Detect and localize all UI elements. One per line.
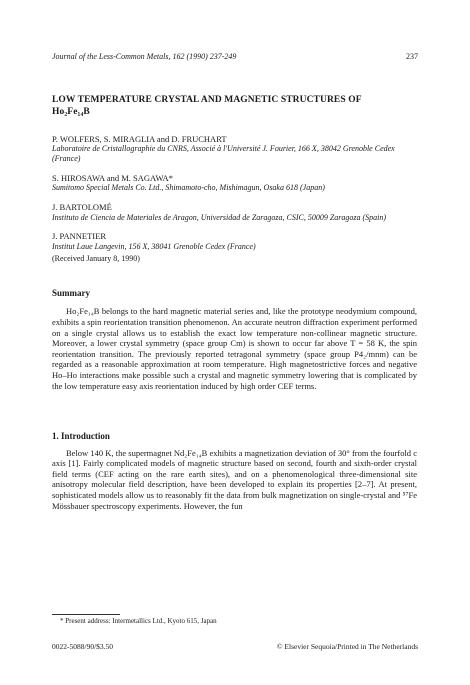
page-footer	[52, 642, 418, 652]
page-number: 237	[406, 52, 418, 61]
running-head	[52, 52, 418, 64]
footnote-rule	[52, 614, 120, 615]
article-title	[52, 95, 417, 118]
author-group-1	[52, 134, 417, 164]
author-affiliation: Laboratoire de Cristallographie du CNRS, Associé à l'Université J. Fourier, 166 X, 38042 Grenoble Cedex (France)	[52, 144, 395, 164]
author-names: J. BARTOLOMÉ	[52, 202, 112, 213]
author-names: J. PANNETIER	[52, 231, 106, 242]
article-content	[52, 95, 417, 511]
title-line-1: LOW TEMPERATURE CRYSTAL AND MAGNETIC STRUCTURES OF	[52, 95, 362, 105]
author-group-3	[52, 202, 417, 222]
author-group-4	[52, 231, 417, 251]
author-affiliation: Institut Laue Langevin, 156 X, 38041 Grenoble Cedex (France)	[52, 241, 256, 251]
introduction-heading: 1. Introduction	[52, 431, 110, 442]
summary-heading: Summary	[52, 288, 90, 299]
received-date: (Received January 8, 1990)	[52, 253, 140, 263]
title-line-2: Ho₂Fe₁₄B	[52, 106, 90, 117]
publisher-notice: © Elsevier Sequoia/Printed in The Netherlands	[276, 642, 418, 651]
author-names: S. HIROSAWA and M. SAGAWA*	[52, 173, 173, 183]
author-affiliation: Instituto de Ciencia de Materiales de Aragon, Universidad de Zaragoza, CSIC, 50009 Zaragoza (Spain)	[52, 212, 387, 222]
summary-text: Ho₂Fe₁₄B belongs to the hard magnetic material series and, like the prototype neodymium compound, exhibits a spin reorientation transition phenomenon. An accurate neutron diffraction experiment performed on a single crystal allows us to establish the exact low temperature non-collinear magnetic structure. Moreover, a lower crystal symmetry (space group Cm) is shown to occur far above T = 58 K, the spin reorientation transition. The previously reported tetragonal symmetry (space group P4₂/mnm) can be regarded as a reasonable approximation at room temperature. High magnetostrictive forces and negative Ho–Ho interactions make possible such a crystal and magnetic symmetry lowering that is complicated by the low temperature easy axis reorientation induced by high order CEF terms.	[52, 306, 417, 391]
author-affiliation: Sumitomo Special Metals Co. Ltd., Shimamoto-cho, Mishimagun, Osaka 618 (Japan)	[52, 183, 325, 193]
author-names: P. WOLFERS, S. MIRAGLIA and D. FRUCHART	[52, 134, 227, 144]
publication-code: 0022-5088/90/$3.50	[52, 642, 114, 651]
introduction-text: Below 140 K, the supermagnet Nd₂Fe₁₄B exhibits a magnetization deviation of 30° from the fourfold c axis [1]. Fairly complicated models of magnetic structure based on second, fourth and sixth-order crystal field terms (CEF acting on the rare earth sites), and on a phenomenological three-dimensional site anisotropy molecular field description, have been developed to explain its properties [2–7]. At present, sophisticated models allow us to reasonably fit the data from bulk magnetization on single-crystal and ⁵⁷Fe Mössbauer spectroscopy experiments. However, the fun	[52, 447, 417, 511]
footnote: * Present address: Intermetallics Ltd., Kyoto 615, Japan	[60, 617, 217, 625]
author-group-2	[52, 173, 417, 193]
journal-citation: Journal of the Less-Common Metals, 162 (1990) 237-249	[52, 52, 237, 61]
